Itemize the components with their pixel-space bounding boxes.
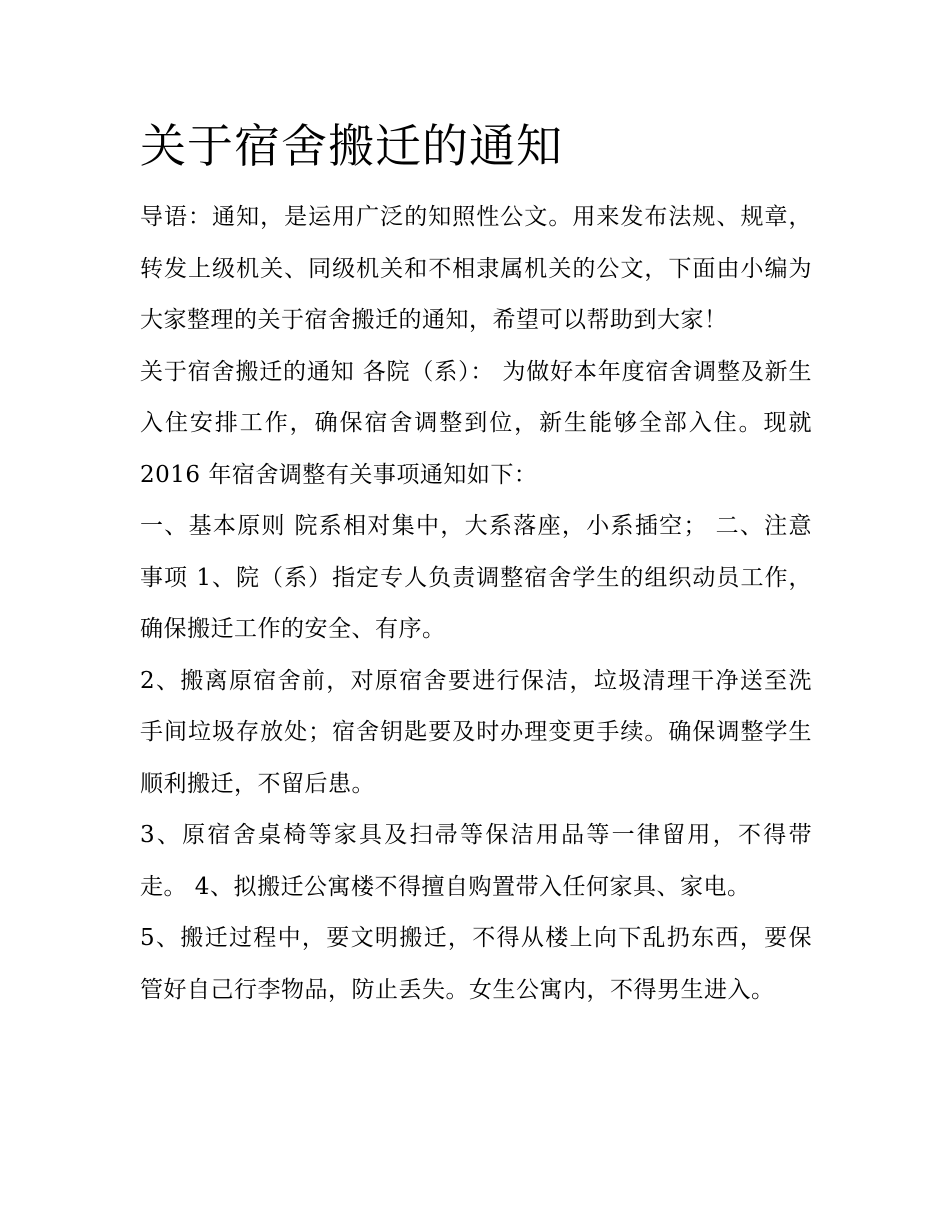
intro-paragraph: 导语：通知，是运用广泛的知照性公文。用来发布法规、规章，转发上级机关、同级机关和不相隶属机关的公文，下面由小编为大家整理的关于宿舍搬迁的通知，希望可以帮助到大家！: [140, 204, 812, 333]
principles-paragraph: 一、基本原则 院系相对集中，大系落座，小系插空； 二、注意事项 1、院（系）指定专人负责调整宿舍学生的组织动员工作，确保搬迁工作的安全、有序。: [140, 513, 812, 642]
document-title: 关于宿舍搬迁的通知: [140, 119, 563, 173]
item-3-4-paragraph: 3、原宿舍桌椅等家具及扫帚等保洁用品等一律留用，不得带走。 4、拟搬迁公寓楼不得擅自购置带入任何家具、家电。: [140, 822, 812, 900]
item-2-paragraph: 2、搬离原宿舍前，对原宿舍要进行保洁，垃圾清理干净送至洗手间垃圾存放处；宿舍钥匙要及时办理变更手续。确保调整学生顺利搬迁，不留后患。: [140, 667, 812, 797]
notice-paragraph: 关于宿舍搬迁的通知 各院（系）： 为做好本年度宿舍调整及新生入住安排工作，确保宿舍调整到位，新生能够全部入住。现就 2016 年宿舍调整有关事项通知如下：: [140, 358, 812, 488]
item-5-paragraph: 5、搬迁过程中，要文明搬迁，不得从楼上向下乱扔东西，要保管好自己行李物品，防止丢失。女生公寓内，不得男生进入。: [140, 925, 812, 1003]
document-page: [140, 112, 812, 1016]
